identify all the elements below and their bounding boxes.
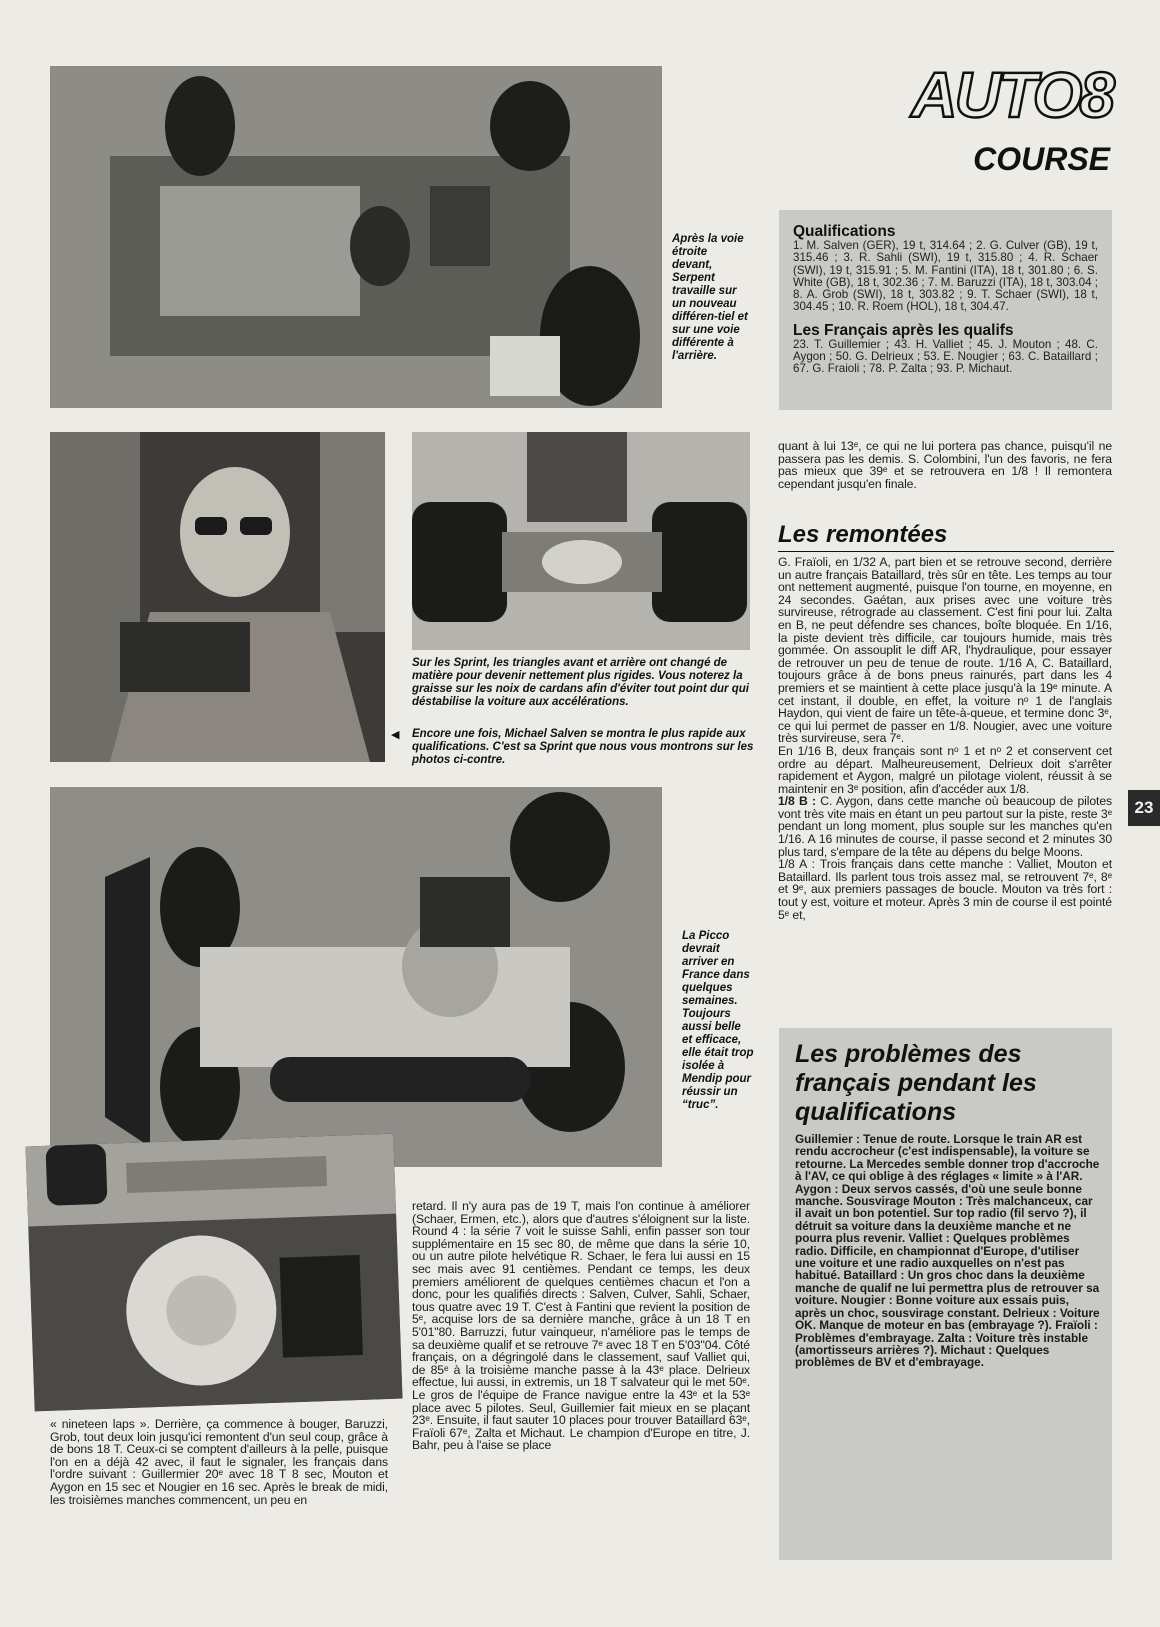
qualifications-box bbox=[779, 210, 1112, 410]
left-arrow-icon: ◀ bbox=[391, 729, 400, 741]
bottom-left-text bbox=[50, 1418, 388, 1506]
qualifications-results: 1. M. Salven (GER), 19 t, 314.64 ; 2. G. Culver (GB), 19 t, 315.46 ; 3. R. Sahli (SWI), 19 t, 315.80 ; 4. R. Schaer (SWI), 19 t, 315.91 ; 5. M. Fantini (ITA), 18 t, 301.80 ; 6. S. White (GB), 18 t, 302.36 ; 7. M. Baruzzi (ITA), 18 t, 303.04 ; 8. A. Grob (SWI), 18 t, 303.82 ; 9. T. Schaer (SWI), 18 t, 304.45 ; 10. R. Roem (HOL), 18 t, 304.47. bbox=[793, 239, 1098, 314]
remontees-p3-body: C. Aygon, dans cette manche où beaucoup de pilotes vont très vite mais en étant un peu partout sur la piste, reste 3ᵉ pendant un long moment, plus souple sur les manches qu'en 1/16. A 16 minutes de course, il passe second et 2 minutes 30 plus tard, s'empare de la tête au dépens du belge Moons. bbox=[778, 794, 1112, 859]
remontees-paragraph-2: En 1/16 B, deux français sont nᵒ 1 et nᵒ 2 et conservent cet ordre au départ. Malheureusement, Delrieux doit s'arrêter rapidement et Aygon, malgré un pilotage violent, réussit à se maintenir en 3ᵉ position, afin d'accéder aux 1/8. bbox=[778, 743, 1112, 796]
remontees-title: Les remontées bbox=[778, 521, 1114, 552]
remontees-paragraph-4: 1/8 A : Trois français dans cette manche : Valliet, Mouton et Bataillard. Ils parlent tous trois assez mal, se retrouvent 7ᵉ, 8ᵉ et 9ᵉ, aux premiers passages de boucle. Mouton va très fort : tout y est, voiture et moteur. Après 3 min de course il est pointé 5ᵉ et, bbox=[778, 857, 1112, 922]
right-intro-text bbox=[778, 440, 1112, 490]
caption-chassis-rear: Après la voie étroite devant, Serpent travaille sur un nouveau différen-tiel et sur une voie différente à l'arrière. bbox=[672, 233, 748, 362]
french-qualifs-title: Les Français après les qualifs bbox=[793, 321, 1014, 339]
photo-gearbox-detail bbox=[25, 1134, 402, 1412]
section-label-course: COURSE bbox=[973, 141, 1110, 177]
qualifications-title: Qualifications bbox=[793, 223, 896, 240]
middle-column-paragraph: retard. Il n'y aura pas de 19 T, mais l'on continue à améliorer (Schaer, Ermen, etc.), alors que d'autres s'éloignent sur la liste. Round 4 : la série 7 voit le suisse Sahli, enfin passer son tour supplémentaire en 15 sec 80, de même que dans la série 10, ou un autre pilote helvétique R. Schaer, le fera lui aussi en 15 sec mais avec 91 centièmes. Pendant ce temps, les deux premiers améliorent de quelques centièmes chacun et l'on a donc, pour les qualifiés directs : Salven, Culver, Sahli, Schaer, tous quatre avec 19 T. C'est à Fantini que revient la position de 5ᵉ, acquise lors de sa dernière manche, grâce à un 18 T en 5'01"80. Barruzzi, futur vainqueur, n'améliore pas le temps de sa deuxième qualif et se retrouve 7ᵉ avec 18 T en 5'03"04. Côté français, on a dégringolé dans le classement, sauf Valliet qui, de 85ᵉ à la troisième manche passe à la 43ᵉ place. Delrieux effectue, lui aussi, in extremis, un 18 T salvateur qui le met 50ᵉ. Le gros de l'équipe de France navigue entre la 43ᵉ et la 53ᵉ place avec 5 pilotes. Seul, Guillemier fait mieux en se plaçant 23ᵉ. Ensuite, il faut sauter 10 places pour trouver Bataillard 63ᵉ, Fraïoli 67ᵉ, Zalta et Michaut. Le champion d'Europe en titre, J. Bahr, peu à l'aise se place bbox=[412, 1199, 750, 1453]
photo-sprint-rear bbox=[412, 432, 750, 650]
logo-auto8-text: AUTO8 bbox=[911, 59, 1112, 131]
page-number-tab: 23 bbox=[1128, 790, 1160, 826]
remontees-text bbox=[778, 556, 1112, 921]
middle-column-text bbox=[412, 1200, 750, 1452]
photo-picco-chassis bbox=[50, 787, 662, 1167]
caption-sprint: Sur les Sprint, les triangles avant et arrière ont changé de matière pour devenir nettement plus rigides. Vous noterez la graisse sur les noix de cardans afin d'éviter tout point dur qui déstabilise la voiture aux accélérations. bbox=[412, 657, 749, 708]
bottom-left-paragraph: « nineteen laps ». Derrière, ça commence à bouger, Baruzzi, Grob, tout deux loin jusqu'ici remontent d'un seul coup, grâce à de bons 18 T. Ceux-ci se comptent d'ailleurs à la pelle, puisque l'on en a déjà 42 avec, il faut le signaler, les français dans l'ordre suivant : Guillermier 20ᵉ avec 18 T 8 sec, Mouton et Aygon en 15 sec et Nougier en 16 sec. Après le break de midi, les troisièmes manches commencent, un peu en bbox=[50, 1417, 388, 1507]
remontees-p3-lead: 1/8 B : bbox=[778, 794, 816, 809]
caption-picco: La Picco devrait arriver en France dans quelques semaines. Toujours aussi belle et efficace, elle était trop isolée à Mendip pour réussir un “truc”. bbox=[682, 930, 754, 1111]
remontees-paragraph-3 bbox=[778, 795, 1112, 858]
problems-text: Guillemier : Tenue de route. Lorsque le train AR est rendu accrocheur (c'est indispensable), la voiture se retourne. La Mercedes semble donner trop d'accroche à l'AV, ce qui oblige à des réglages « limite » à l'AR. Aygon : Deux servos cassés, d'où une seule bonne manche. Sousvirage Mouton : Très malchanceux, car il avait un bon potentiel. Sur top radio (fil servo ?), il détruit sa voiture dans la deuxième manche et ne pourra plus revenir. Valliet : Quelques problèmes radio. Difficile, en championnat d'Europe, d'utiliser une voiture et une radio auxquelles on n'est pas habitué. Bataillard : Un gros choc dans la deuxième manche de qualif ne lui permettra plus de retrouver sa voiture. Nougier : Bonne voiture aux essais puis, après un choc, sousvirage constant. Delrieux : Voiture OK. Manque de moteur en bas (embrayage ?). Fraïoli : Problèmes d'embrayage. Zalta : Voiture très instable (amortisseurs arrières ?). Michaut : Quelques problèmes de BV et d'embrayage. bbox=[795, 1132, 1100, 1370]
auto8-logo bbox=[868, 59, 1118, 182]
caption-salven: Encore une fois, Michael Salven se montra le plus rapide aux qualifications. C'est sa Sprint que nous vous montrons sur les photos ci-contre. bbox=[412, 728, 754, 766]
photo-michael-salven bbox=[50, 432, 385, 762]
problems-box bbox=[779, 1028, 1112, 1560]
remontees-paragraph-1: G. Fraïoli, en 1/32 A, part bien et se retrouve second, derrière un autre français Bataillard, très sûr en tête. Les temps au tour ont nettement augmenté, puisque l'on tourne, en moyenne, en 24 secondes. Gaétan, aux prises avec une voiture très survireuse, rétrograde au classement. C'est fini pour lui. Zalta en B, ne peut défendre ses chances, boîte bloquée. En 1/16, la piste devient très difficile, car toujours humide, mais très gommée. On assouplit le diff AR, l'hydraulique, pour essayer de retrouver un peu de tenue de route. 1/16 A, C. Bataillard, toujours grâce à de bons pneus rainurés, part dans les 4 premiers et se maintient à cette place jusqu'à la 19ᵉ minute. A cet instant, il double, en effet, la voiture nᵒ 1 de l'anglais Haydon, qui vient de faire un tête-à-queue, et termine donc 3ᵉ, ce qui lui permet de passer en 1/8. Nougier, avec une voiture très survireuse, sera 7ᵉ. bbox=[778, 555, 1112, 746]
french-qualifs-results: 23. T. Guillemier ; 43. H. Valliet ; 45. J. Mouton ; 48. C. Aygon ; 50. G. Delrieux ; 53. E. Nougier ; 63. C. Bataillard ; 67. G. Fraioli ; 78. P. Zalta ; 93. P. Michaut. bbox=[793, 337, 1098, 376]
photo-chassis-rear bbox=[50, 66, 662, 408]
right-intro-paragraph: quant à lui 13ᵉ, ce qui ne lui portera pas chance, puisqu'il ne passera pas les demis. S. Colombini, l'un des favoris, ne fera pas mieux que 39ᵉ et se retrouvera en 1/8 ! Il remontera cependant jusqu'en finale. bbox=[778, 439, 1112, 491]
problems-title: Les problèmes des français pendant les qualifications bbox=[795, 1040, 1037, 1126]
